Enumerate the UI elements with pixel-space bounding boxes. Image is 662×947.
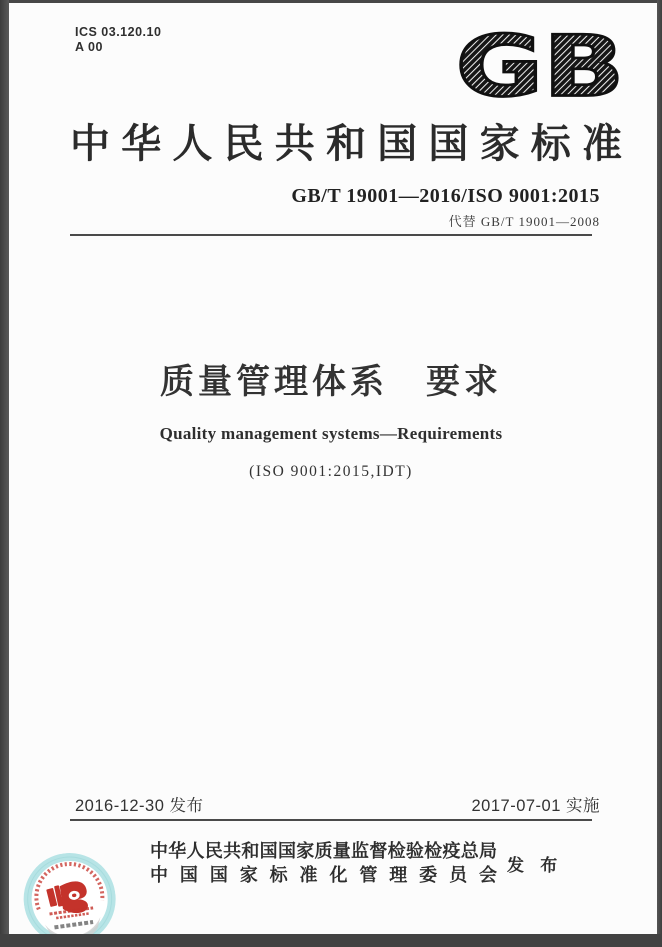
ics-code: ICS 03.120.10: [75, 25, 162, 39]
publish-label: 发 布: [507, 856, 564, 875]
issuer-line-2: 中国国家标准化管理委员会: [150, 865, 497, 885]
document-title-chinese: 质量管理体系 要求: [160, 363, 502, 401]
gb-logo-text: GB: [455, 28, 625, 106]
issue-date: 2016-12-30 发布: [75, 797, 204, 815]
iso-identity-reference: (ISO 9001:2015,IDT): [249, 463, 413, 480]
page-edge-bottom: [0, 934, 662, 947]
header-rule: [70, 234, 592, 236]
standard-number-block: [291, 185, 600, 230]
anti-counterfeit-seal-icon: [18, 847, 123, 947]
class-code: A 00: [75, 40, 103, 54]
page-edge-right: [657, 0, 662, 947]
page-edge-top: [0, 0, 662, 3]
superseded-note: 代替 GB/T 19001—2008: [448, 214, 600, 229]
standard-number: GB/T 19001—2016/ISO 9001:2015: [291, 185, 600, 207]
footer-rule: [70, 819, 592, 821]
gb-logo-icon: [452, 28, 628, 111]
ics-classification: [75, 25, 161, 55]
page-edge-left: [0, 0, 9, 947]
document-title-english: Quality management systems—Requirements: [159, 424, 503, 443]
national-standard-heading: 中华人民共和国国家标准: [70, 121, 622, 166]
implementation-date: 2017-07-01 实施: [471, 797, 600, 815]
issuer-line-1: 中华人民共和国国家质量监督检验检疫总局: [150, 841, 497, 861]
issuer-block: [150, 839, 497, 887]
